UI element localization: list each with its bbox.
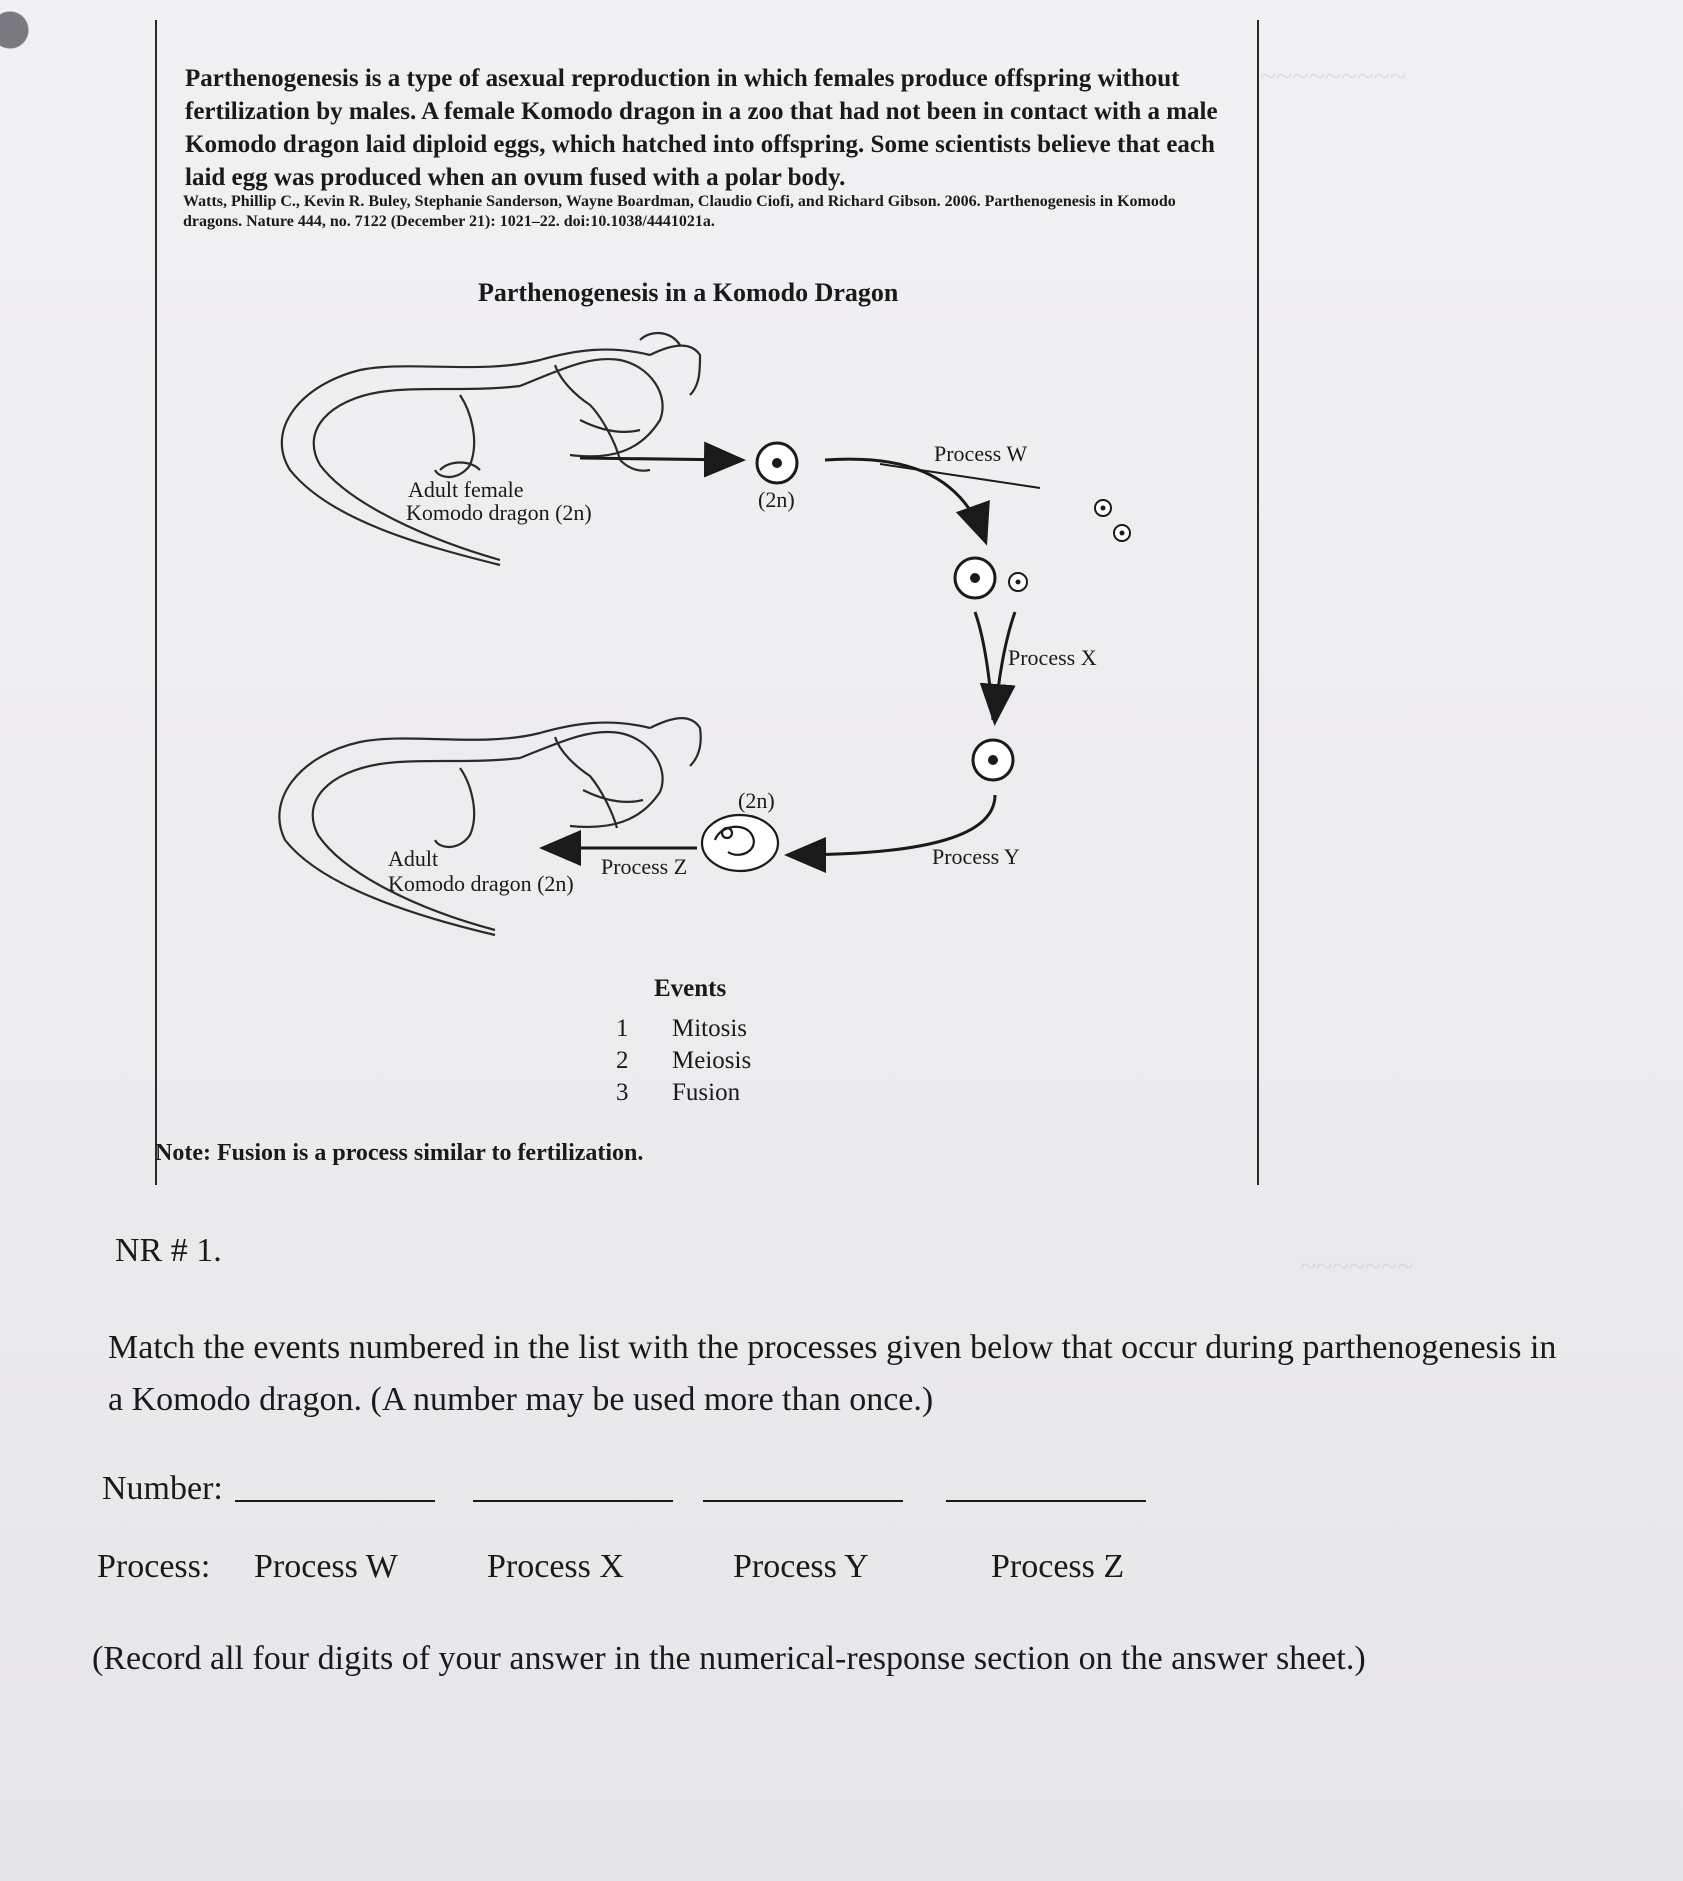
fused-diploid-cell (973, 740, 1013, 780)
event-number: 3 (616, 1079, 629, 1106)
process-w-arrow (825, 459, 985, 540)
process-label: Process: (97, 1548, 211, 1585)
number-label: Number: (102, 1470, 223, 1507)
process-x-label: Process X (1008, 645, 1097, 670)
event-name: Fusion (672, 1079, 741, 1106)
arrow-to-cell (580, 458, 740, 460)
female-komodo-dragon-illustration (282, 333, 700, 565)
event-number: 2 (616, 1047, 629, 1074)
intro-paragraph: Parthenogenesis is a type of asexual reproduction in which females produce offspring without fertilization by males. A female Komodo dragon in a zoo that had not been in contact with a male Komodo dragon laid diploid eggs, which hatched into offspring. Some scientists believe that each laid egg was produced when an ovum fused with a polar body. (185, 65, 1218, 191)
embryo-illustration (702, 815, 778, 871)
process-w-label: Process W (934, 441, 1028, 466)
list-item (612, 1013, 751, 1045)
question-text: Match the events numbered in the list with the processes given below that occur during parthenogenesis in a Komodo dragon. (A number may be used more than once.) (108, 1329, 1557, 1418)
list-item (612, 1045, 751, 1077)
adult-female-label: Adult female (408, 477, 524, 502)
adult-label: Adult (388, 846, 439, 871)
process-option-x: Process X (487, 1548, 624, 1585)
adult-komodo-dragon-illustration (279, 718, 700, 935)
event-name: Meiosis (672, 1047, 752, 1074)
adult-female-ploidy-label: Komodo dragon (2n) (406, 500, 592, 525)
adult-ploidy-label: Komodo dragon (2n) (388, 871, 574, 896)
list-item (612, 1077, 751, 1109)
process-option-w: Process W (254, 1548, 398, 1585)
event-number: 1 (616, 1015, 629, 1042)
event-name: Mitosis (672, 1015, 748, 1042)
process-x-left-line (975, 612, 993, 720)
process-option-y: Process Y (733, 1548, 869, 1585)
events-title: Events (654, 975, 727, 1002)
process-y-label: Process Y (932, 844, 1020, 869)
bleed-through-text: ~~~~~~~~~ (1260, 60, 1407, 93)
process-z-label: Process Z (601, 854, 688, 879)
diploid-cell (757, 443, 797, 483)
polar-body-pair (1095, 500, 1130, 541)
source-citation: Watts, Phillip C., Kevin R. Buley, Stephanie Sanderson, Wayne Boardman, Claudio Ciofi, and Richard Gibson. 2006. Parthenogenesis in Komodo dragons. Nature 444, no. 7122 (December 21): 1021–22. doi:10.1038/4441021a. (183, 193, 1176, 230)
cell-ploidy-label: (2n) (758, 487, 795, 512)
answer-blank-2[interactable] (473, 1500, 673, 1502)
ovum-and-polar-body (955, 558, 1027, 598)
answer-blank-3[interactable] (703, 1500, 903, 1502)
events-list (612, 975, 751, 1109)
question-id: NR # 1. (115, 1232, 222, 1269)
record-instruction: (Record all four digits of your answer in the numerical-response section on the answer sheet.) (92, 1640, 1366, 1677)
fusion-note: Note: Fusion is a process similar to fertilization. (155, 1140, 644, 1166)
bleed-through-text: ~~~~~~~ (1300, 1250, 1414, 1283)
embryo-ploidy-label: (2n) (738, 788, 775, 813)
answer-number-row (102, 1458, 1146, 1508)
figure-title: Parthenogenesis in a Komodo Dragon (478, 278, 899, 307)
process-w-branch-line (880, 464, 1040, 488)
answer-blank-4[interactable] (946, 1500, 1146, 1502)
process-option-z: Process Z (991, 1548, 1125, 1585)
answer-blank-1[interactable] (235, 1500, 435, 1502)
